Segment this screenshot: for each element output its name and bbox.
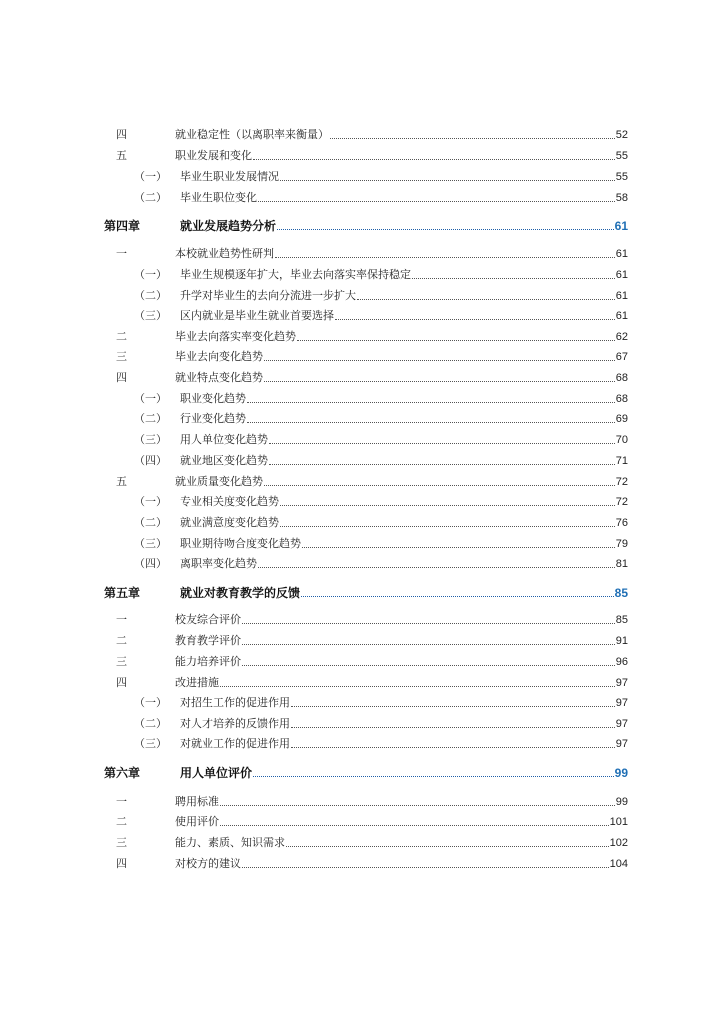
toc-entry-title: 就业质量变化趋势 (175, 475, 263, 488)
toc-dot-leader (291, 726, 615, 728)
toc-entry[interactable] (104, 427, 628, 447)
toc-entry-page: 58 (615, 192, 628, 204)
toc-entry-page: 61 (615, 290, 628, 302)
toc-dot-leader (301, 595, 614, 597)
toc-entry-page: 61 (615, 310, 628, 322)
toc-dot-leader (242, 622, 615, 624)
toc-entry-title: 对就业工作的促进作用 (180, 737, 290, 750)
toc-dot-leader (253, 158, 615, 160)
toc-entry-page: 85 (615, 614, 628, 626)
toc-entry-title: 校友综合评价 (175, 613, 241, 626)
toc-dot-leader (264, 484, 615, 486)
toc-entry-number: （三） (134, 537, 167, 550)
toc-entry[interactable] (104, 489, 628, 509)
toc-entry-title: 专业相关度变化趋势 (180, 495, 279, 508)
toc-entry-title: 就业地区变化趋势 (180, 454, 268, 467)
toc-entry[interactable] (104, 344, 628, 364)
toc-entry-page: 97 (615, 697, 628, 709)
toc-entry-number: （二） (134, 191, 167, 204)
toc-entry[interactable] (104, 406, 628, 426)
toc-entry-page: 97 (615, 718, 628, 730)
toc-entry-number: 二 (116, 330, 127, 343)
toc-entry-title: 毕业生职业发展情况 (180, 170, 279, 183)
toc-dot-leader (253, 775, 614, 777)
toc-entry-title: 教育教学评价 (175, 634, 241, 647)
toc-entry-page: 96 (615, 656, 628, 668)
toc-entry-page: 61 (615, 269, 628, 281)
toc-entry[interactable] (104, 731, 628, 751)
toc-entry-title: 就业特点变化趋势 (175, 371, 263, 384)
toc-chapter-entry[interactable] (104, 580, 628, 600)
toc-entry[interactable] (104, 711, 628, 731)
toc-entry-title: 行业变化趋势 (180, 412, 246, 425)
toc-dot-leader (286, 845, 609, 847)
toc-dot-leader (280, 179, 615, 181)
toc-entry-title: 就业发展趋势分析 (180, 219, 277, 233)
toc-entry-page: 97 (615, 738, 628, 750)
toc-entry[interactable] (104, 448, 628, 468)
toc-entry[interactable] (104, 122, 628, 142)
toc-entry-page: 55 (615, 171, 628, 183)
toc-entry-page: 70 (615, 434, 628, 446)
toc-entry[interactable] (104, 262, 628, 282)
toc-entry-number: 一 (116, 795, 127, 808)
toc-dot-leader (277, 228, 614, 230)
toc-entry-number: （三） (134, 737, 167, 750)
toc-entry-title: 能力培养评价 (175, 655, 241, 668)
toc-entry[interactable] (104, 670, 628, 690)
toc-entry-number: （三） (134, 433, 167, 446)
toc-entry-number: 第五章 (104, 586, 141, 600)
toc-entry-number: 四 (116, 128, 127, 141)
toc-entry-number: （一） (134, 696, 167, 709)
toc-entry-number: （一） (134, 495, 167, 508)
toc-entry[interactable] (104, 649, 628, 669)
toc-dot-leader (258, 566, 615, 568)
toc-entry-page: 85 (614, 586, 628, 600)
toc-entry-number: 三 (116, 836, 127, 849)
toc-entry-title: 对招生工作的促进作用 (180, 696, 290, 709)
toc-entry-number: （一） (134, 170, 167, 183)
toc-entry-number: 第六章 (104, 766, 141, 780)
toc-dot-leader (280, 525, 615, 527)
toc-entry[interactable] (104, 365, 628, 385)
toc-entry-title: 本校就业趋势性研判 (175, 247, 274, 260)
toc-dot-leader (335, 318, 615, 320)
toc-entry[interactable] (104, 143, 628, 163)
toc-entry[interactable] (104, 830, 628, 850)
toc-entry-number: （二） (134, 412, 167, 425)
toc-dot-leader (291, 705, 615, 707)
toc-dot-leader (220, 804, 615, 806)
toc-entry[interactable] (104, 628, 628, 648)
toc-entry-number: （四） (134, 557, 167, 570)
toc-entry[interactable] (104, 607, 628, 627)
toc-entry-page: 71 (615, 455, 628, 467)
toc-entry-page: 104 (609, 858, 628, 870)
toc-entry-title: 对人才培养的反馈作用 (180, 717, 290, 730)
toc-entry-number: （一） (134, 392, 167, 405)
toc-entry-page: 67 (615, 351, 628, 363)
toc-entry-number: 二 (116, 815, 127, 828)
toc-entry-title: 就业对教育教学的反馈 (180, 586, 301, 600)
toc-entry[interactable] (104, 386, 628, 406)
toc-entry-page: 55 (615, 150, 628, 162)
toc-chapter-entry[interactable] (104, 760, 628, 780)
toc-entry-title: 职业发展和变化 (175, 149, 252, 162)
toc-entry-page: 79 (615, 538, 628, 550)
toc-entry-number: 四 (116, 371, 127, 384)
toc-entry-title: 区内就业是毕业生就业首要选择 (180, 309, 334, 322)
toc-entry-page: 62 (615, 331, 628, 343)
toc-entry-page: 69 (615, 413, 628, 425)
toc-dot-leader (264, 359, 615, 361)
toc-entry[interactable] (104, 164, 628, 184)
toc-entry-title: 职业变化趋势 (180, 392, 246, 405)
toc-dot-leader (264, 380, 615, 382)
toc-entry[interactable] (104, 303, 628, 323)
toc-dot-leader (220, 824, 609, 826)
toc-entry-page: 97 (615, 677, 628, 689)
toc-entry[interactable] (104, 551, 628, 571)
toc-dot-leader (275, 256, 615, 258)
toc-dot-leader (330, 137, 615, 139)
toc-entry[interactable] (104, 510, 628, 530)
toc-dot-leader (280, 504, 615, 506)
toc-dot-leader (302, 546, 615, 548)
toc-entry-number: 四 (116, 676, 127, 689)
toc-entry-number: （四） (134, 454, 167, 467)
toc-entry-title: 职业期待吻合度变化趋势 (180, 537, 301, 550)
toc-entry-title: 用人单位变化趋势 (180, 433, 268, 446)
toc-entry[interactable] (104, 531, 628, 551)
toc-entry[interactable] (104, 469, 628, 489)
toc-entry-number: （一） (134, 268, 167, 281)
toc-entry[interactable] (104, 851, 628, 871)
toc-entry[interactable] (104, 324, 628, 344)
toc-entry-title: 毕业去向落实率变化趋势 (175, 330, 296, 343)
toc-entry[interactable] (104, 809, 628, 829)
toc-entry-page: 101 (609, 816, 628, 828)
toc-entry-number: 三 (116, 350, 127, 363)
toc-dot-leader (258, 200, 615, 202)
toc-chapter-entry[interactable] (104, 213, 628, 233)
toc-entry-title: 离职率变化趋势 (180, 557, 257, 570)
toc-entry-title: 能力、素质、知识需求 (175, 836, 285, 849)
toc-entry-page: 72 (615, 476, 628, 488)
toc-dot-leader (247, 421, 615, 423)
toc-dot-leader (291, 746, 615, 748)
toc-entry-title: 就业稳定性（以离职率来衡量） (175, 128, 329, 141)
toc-entry-number: 二 (116, 634, 127, 647)
toc-entry-title: 使用评价 (175, 815, 219, 828)
toc-entry-number: （二） (134, 717, 167, 730)
toc-entry-title: 升学对毕业生的去向分流进一步扩大 (180, 289, 356, 302)
toc-entry-page: 61 (614, 219, 628, 233)
toc-entry-title: 对校方的建议 (175, 857, 241, 870)
toc-dot-leader (247, 401, 615, 403)
toc-dot-leader (242, 643, 615, 645)
toc-entry-page: 76 (615, 517, 628, 529)
toc-entry-title: 毕业去向变化趋势 (175, 350, 263, 363)
toc-dot-leader (357, 298, 615, 300)
toc-entry[interactable] (104, 690, 628, 710)
toc-dot-leader (297, 339, 615, 341)
toc-entry-number: 五 (116, 475, 127, 488)
toc-entry-number: 一 (116, 247, 127, 260)
toc-entry-title: 毕业生规模逐年扩大，毕业去向落实率保持稳定 (180, 268, 411, 281)
toc-entry-page: 72 (615, 496, 628, 508)
toc-entry-page: 68 (615, 372, 628, 384)
toc-entry-number: （二） (134, 516, 167, 529)
toc-entry-number: 四 (116, 857, 127, 870)
toc-entry-title: 用人单位评价 (180, 766, 253, 780)
toc-entry[interactable] (104, 789, 628, 809)
toc-entry-page: 102 (609, 837, 628, 849)
toc-entry-number: 第四章 (104, 219, 141, 233)
toc-entry-title: 就业满意度变化趋势 (180, 516, 279, 529)
toc-entry-page: 68 (615, 393, 628, 405)
toc-entry-number: （三） (134, 309, 167, 322)
toc-entry-number: （二） (134, 289, 167, 302)
toc-entry-number: 三 (116, 655, 127, 668)
toc-entry-page: 91 (615, 635, 628, 647)
toc-entry[interactable] (104, 241, 628, 261)
toc-entry-title: 毕业生职位变化 (180, 191, 257, 204)
toc-entry-title: 聘用标准 (175, 795, 219, 808)
toc-entry-number: 一 (116, 613, 127, 626)
toc-entry-number: 五 (116, 149, 127, 162)
toc-dot-leader (269, 442, 615, 444)
toc-dot-leader (242, 664, 615, 666)
toc-dot-leader (269, 463, 615, 465)
toc-entry-page: 61 (615, 248, 628, 260)
toc-entry-page: 52 (615, 129, 628, 141)
toc-entry-page: 81 (615, 558, 628, 570)
toc-dot-leader (220, 685, 615, 687)
toc-dot-leader (412, 277, 615, 279)
toc-dot-leader (242, 866, 609, 868)
toc-entry-page: 99 (614, 766, 628, 780)
toc-entry[interactable] (104, 283, 628, 303)
toc-entry-page: 99 (615, 796, 628, 808)
toc-entry-title: 改进措施 (175, 676, 219, 689)
toc-entry[interactable] (104, 185, 628, 205)
